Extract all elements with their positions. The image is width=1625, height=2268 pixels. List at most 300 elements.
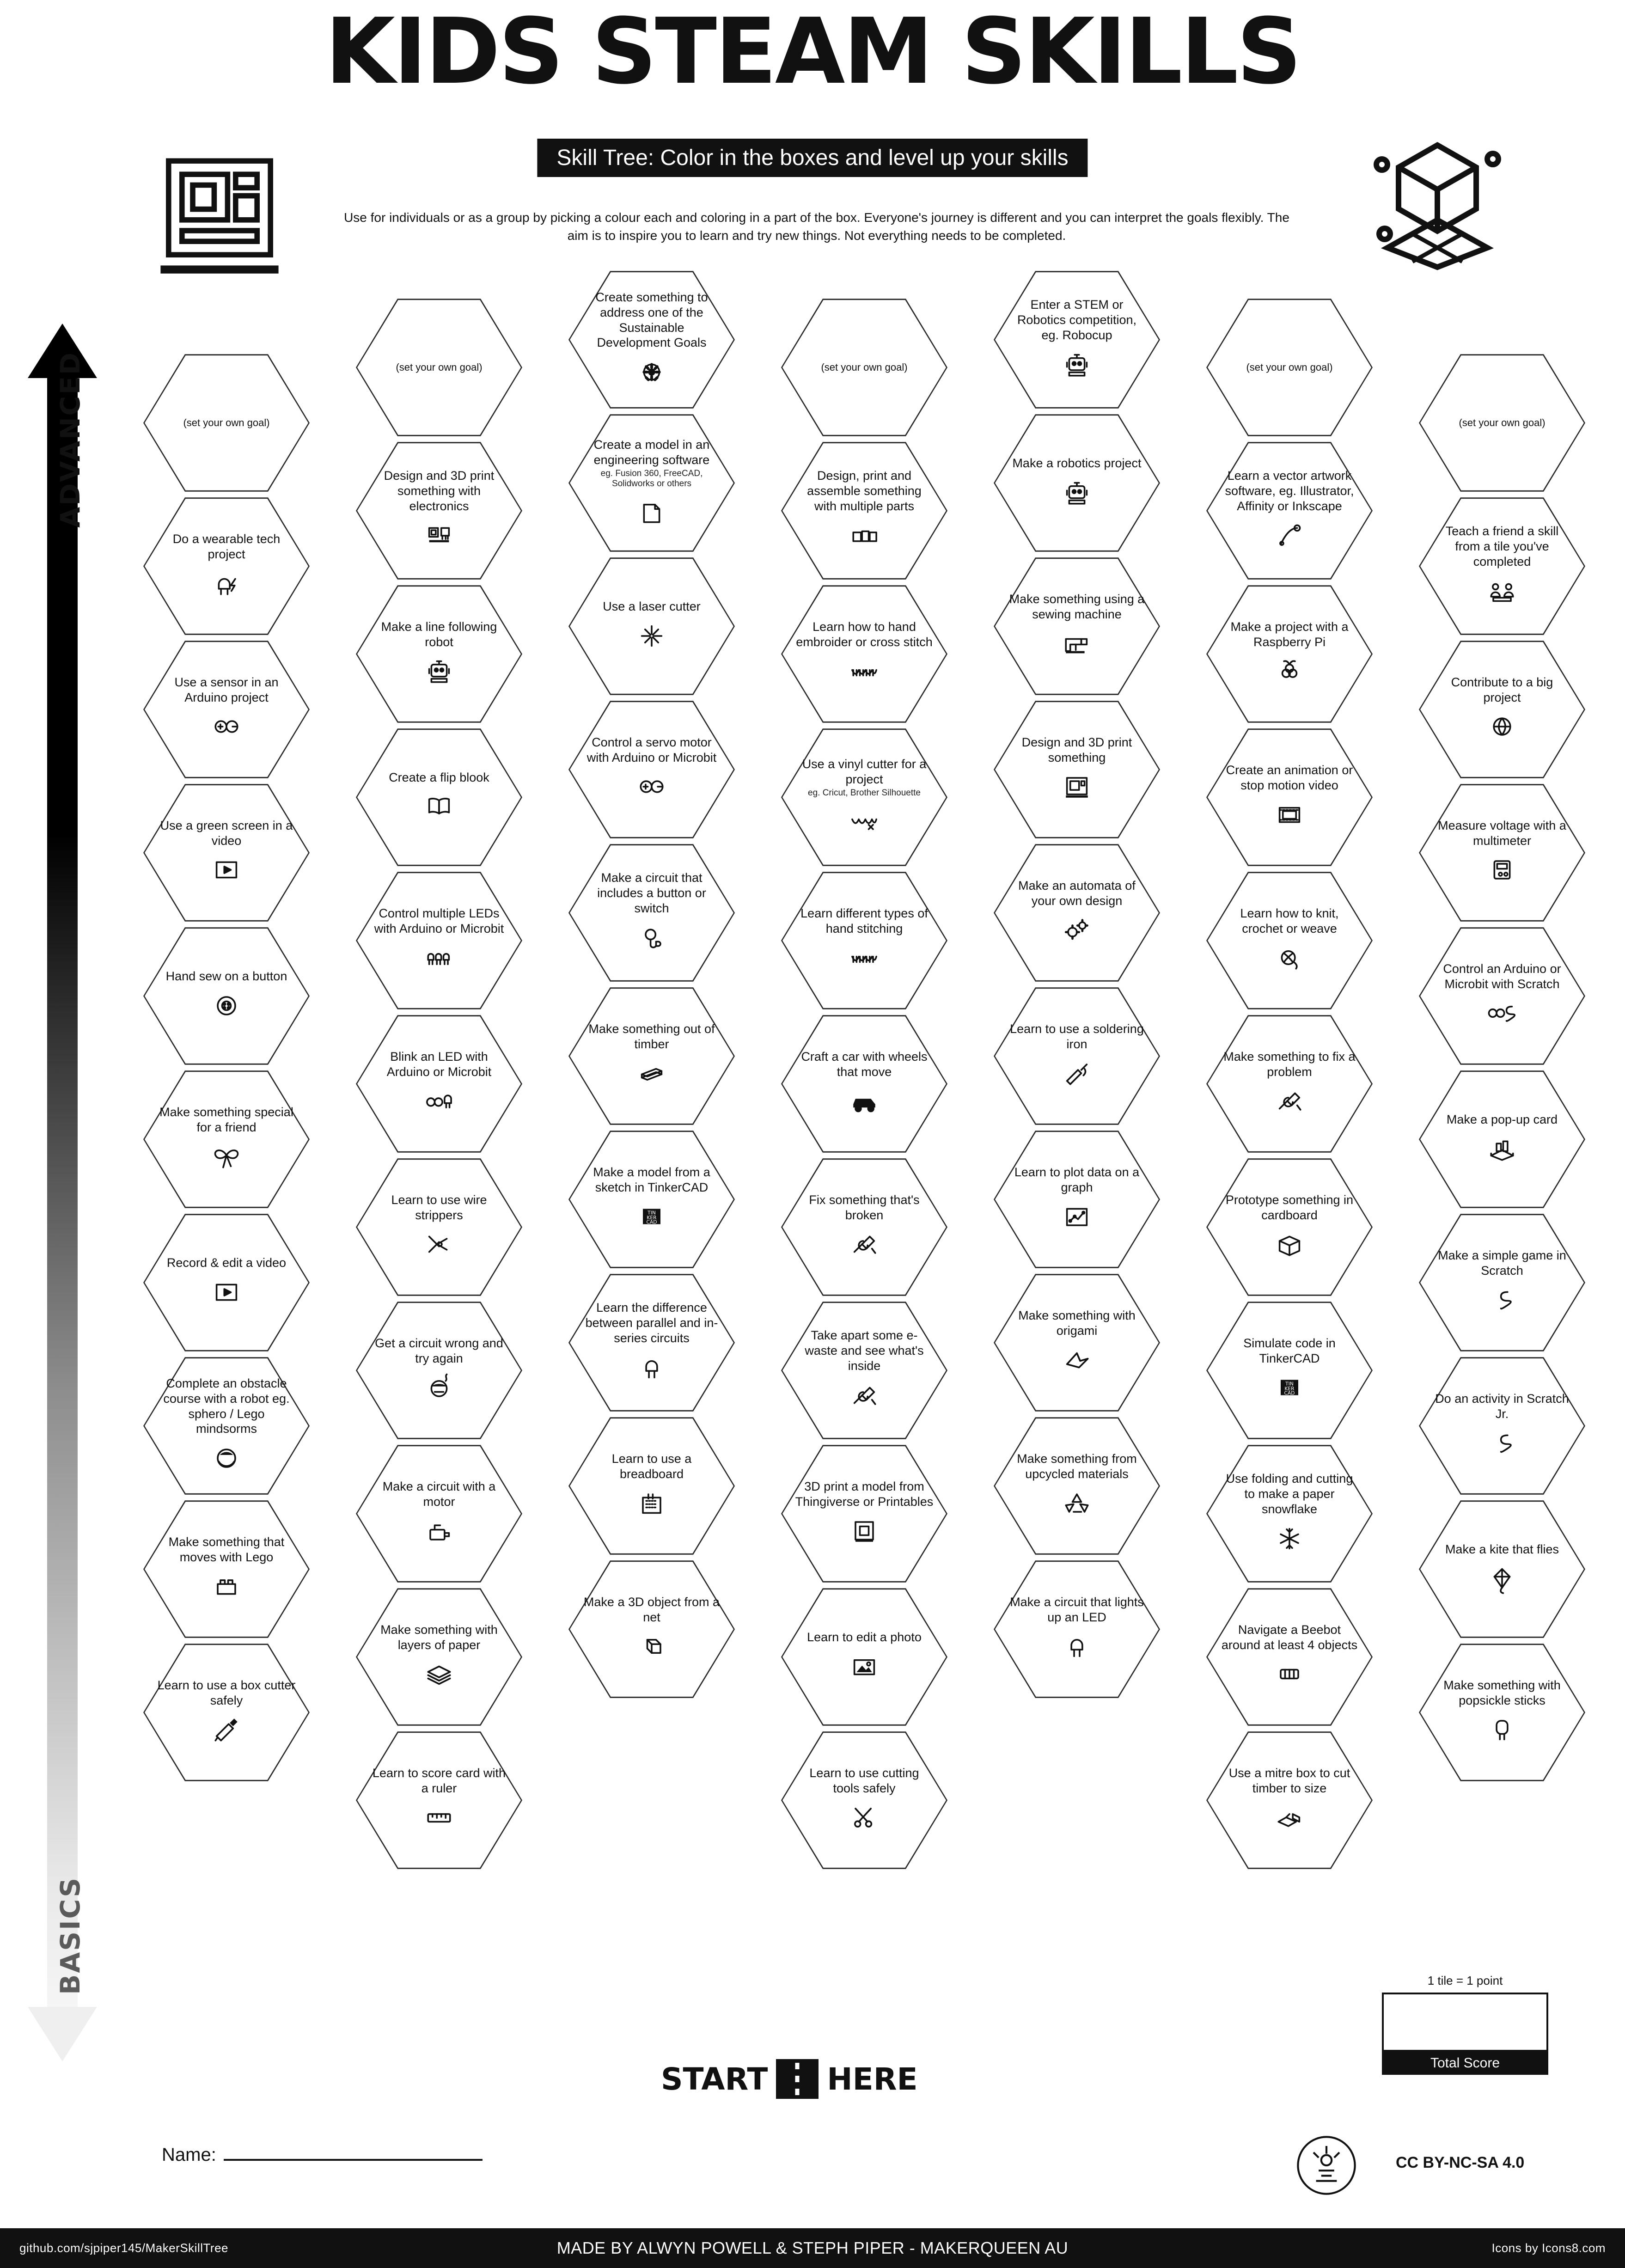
- skill-tile[interactable]: [143, 781, 310, 924]
- start-here-marker: [661, 2059, 918, 2099]
- skill-tile-label: Make something with popsickle sticks: [1443, 1678, 1561, 1707]
- recycle-icon: [1008, 1486, 1146, 1521]
- skill-tile[interactable]: [1206, 296, 1373, 439]
- score-panel: [1382, 1974, 1548, 2075]
- skill-tile-content: [1433, 1542, 1571, 1596]
- skill-tile-content: [370, 770, 508, 825]
- skill-tile-label: Make a line following robot: [381, 619, 497, 649]
- animation-icon: [1220, 797, 1359, 832]
- skill-tile[interactable]: [356, 439, 522, 582]
- skill-tile[interactable]: [781, 1729, 947, 1872]
- tinkercad-icon: [582, 1199, 721, 1234]
- sphero-robot-icon: [157, 1441, 296, 1476]
- skill-tile-label: Make a circuit with a motor: [382, 1479, 496, 1509]
- skill-tile-content: [1220, 361, 1359, 373]
- skill-tile-content: [370, 619, 508, 689]
- skill-tile-content: [157, 1105, 296, 1174]
- multimeter-icon: [1433, 852, 1571, 887]
- skill-tile[interactable]: [143, 638, 310, 781]
- score-total-label: Total Score: [1382, 2052, 1548, 2075]
- skill-tile-sublabel: eg. Fusion 360, FreeCAD, Solidworks or others: [600, 468, 703, 489]
- skill-tile[interactable]: [143, 1354, 310, 1498]
- skill-tile-content: [370, 1336, 508, 1406]
- skill-tile-label: Make a circuit that includes a button or switch: [597, 871, 706, 915]
- skill-tile[interactable]: [781, 582, 947, 726]
- lego-brick-icon: [157, 1569, 296, 1604]
- skill-tile-content: [370, 361, 508, 373]
- skill-tile[interactable]: [568, 1128, 735, 1271]
- skill-tile-content: [795, 1766, 934, 1835]
- skill-tile-content: [370, 1766, 508, 1835]
- skill-tile-content: [157, 1255, 296, 1310]
- cube-grid-icon: [1368, 134, 1507, 273]
- vinyl-cutter-icon: [795, 803, 934, 838]
- skill-tile[interactable]: [781, 1155, 947, 1299]
- skill-tile[interactable]: [356, 296, 522, 439]
- skill-tile-label: Make something from upcycled materials: [1017, 1451, 1137, 1481]
- license-text: CC BY-NC-SA 4.0: [1396, 2154, 1525, 2171]
- sewing-machine-icon: [1008, 626, 1146, 661]
- arduino-icon: [157, 709, 296, 744]
- skill-tile[interactable]: [994, 841, 1160, 984]
- skill-tile[interactable]: [143, 495, 310, 638]
- skill-tile-label: Learn to use a breadboard: [611, 1451, 692, 1481]
- robot-icon: [370, 654, 508, 689]
- 3d-printer-icon: [1008, 769, 1146, 804]
- multi-parts-icon: [795, 518, 934, 553]
- skill-tile[interactable]: [1206, 1299, 1373, 1442]
- skill-tile[interactable]: [356, 1442, 522, 1585]
- skill-tile-label: Fix something that's broken: [809, 1192, 920, 1222]
- set-own-goal-label: (set your own goal): [183, 417, 270, 428]
- skill-tile-label: Create a model in an engineering software: [593, 437, 710, 467]
- name-field[interactable]: [162, 2145, 483, 2165]
- skill-tile[interactable]: [356, 1585, 522, 1729]
- skill-tile-label: Make something to fix a problem: [1223, 1049, 1356, 1079]
- skill-tile-content: [1008, 456, 1146, 510]
- skill-tile-content: [1433, 818, 1571, 888]
- skill-tile-content: [157, 532, 296, 601]
- skill-tile-content: [1008, 1308, 1146, 1378]
- skill-tile[interactable]: [143, 1641, 310, 1784]
- skill-tile[interactable]: [356, 582, 522, 726]
- arduino-icon: [582, 769, 721, 804]
- popsicle-icon: [1433, 1712, 1571, 1747]
- skill-tile[interactable]: [356, 726, 522, 869]
- photo-icon: [795, 1649, 934, 1684]
- skill-tile[interactable]: [781, 726, 947, 869]
- pen-tool-icon: [1220, 518, 1359, 553]
- score-input-box[interactable]: [1382, 1993, 1548, 2052]
- skill-tile-label: Design and 3D print something: [1021, 735, 1132, 764]
- creative-commons-icon: [1294, 2133, 1359, 2198]
- skill-tile-content: [1008, 878, 1146, 948]
- skill-tile-content: [795, 468, 934, 553]
- axis-label-advanced: ADVANCED: [55, 351, 86, 528]
- skill-tile-label: Control an Arduino or Microbit with Scratch: [1443, 961, 1561, 991]
- scissors-icon: [795, 1800, 934, 1835]
- skill-tile-label: Create a flip blook: [389, 770, 489, 785]
- skill-tile[interactable]: [143, 924, 310, 1068]
- skill-tile[interactable]: [994, 1271, 1160, 1414]
- skill-tile-content: [1008, 297, 1146, 382]
- skill-tile-content: [582, 599, 721, 654]
- laser-icon: [582, 618, 721, 654]
- robot-icon: [1008, 347, 1146, 382]
- mitre-box-icon: [1220, 1800, 1359, 1835]
- smoke-face-icon: [370, 1370, 508, 1405]
- skill-tile-label: Make a kite that flies: [1445, 1542, 1559, 1557]
- skill-tile-label: Learn how to knit, crochet or weave: [1240, 906, 1339, 935]
- skill-tile-label: Enter a STEM or Robotics competition, eg. Robocup: [1017, 298, 1137, 342]
- book-icon: [370, 789, 508, 825]
- globe-icon: [1433, 709, 1571, 744]
- skill-tile[interactable]: [1206, 582, 1373, 726]
- skill-tile[interactable]: [781, 869, 947, 1012]
- skill-tile-label: Learn a vector artwork software, eg. Illustrator, Affinity or Inkscape: [1225, 469, 1354, 513]
- skill-tile[interactable]: [568, 984, 735, 1128]
- skill-tile-content: [1433, 1112, 1571, 1167]
- skill-tile[interactable]: [781, 1299, 947, 1442]
- skill-tile-content: [795, 361, 934, 373]
- skill-tile-label: Create something to address one of the Sustainable Development Goals: [595, 290, 708, 350]
- skill-tile-content: [795, 1328, 934, 1413]
- skill-tile-label: Learn to edit a photo: [807, 1630, 922, 1644]
- car-icon: [795, 1083, 934, 1119]
- skill-tile[interactable]: [568, 555, 735, 698]
- skill-tile-content: [370, 1192, 508, 1262]
- skill-tile[interactable]: [143, 351, 310, 495]
- skill-tile-content: [370, 906, 508, 976]
- skill-tile-label: Contribute to a big project: [1451, 675, 1553, 704]
- press-button-icon: [582, 920, 721, 955]
- skill-tile-content: [1008, 1595, 1146, 1664]
- skill-tile-content: [157, 818, 296, 888]
- skill-tile[interactable]: [1206, 726, 1373, 869]
- skill-tile-label: Complete an obstacle course with a robot eg. sphero / Lego mindsorms: [163, 1376, 290, 1436]
- stitch-icon: [795, 654, 934, 689]
- skill-tile[interactable]: [1419, 1354, 1585, 1498]
- skill-tile-content: [1008, 735, 1146, 805]
- skill-tile[interactable]: [356, 1155, 522, 1299]
- skill-tile-content: [795, 906, 934, 976]
- skill-tile[interactable]: [994, 555, 1160, 698]
- skill-tile-content: [370, 1049, 508, 1119]
- skill-tile-content: [582, 1451, 721, 1521]
- skill-tile-content: [1220, 1471, 1359, 1556]
- skill-tile-label: Use a mitre box to cut timber to size: [1228, 1766, 1350, 1795]
- skill-tile[interactable]: [1206, 1442, 1373, 1585]
- skill-tile-content: [582, 735, 721, 805]
- kite-icon: [1433, 1561, 1571, 1596]
- skill-tile-label: Hand sew on a button: [165, 969, 287, 984]
- skill-tile-content: [1220, 1766, 1359, 1835]
- svg-text:KER: KER: [647, 1215, 657, 1221]
- skill-tile[interactable]: [1206, 1012, 1373, 1155]
- gears-icon: [1008, 912, 1146, 948]
- skill-tile-label: Learn to use wire strippers: [391, 1192, 487, 1222]
- cube-net-icon: [582, 1629, 721, 1664]
- skill-tile[interactable]: [994, 984, 1160, 1128]
- set-own-goal-label: (set your own goal): [1246, 361, 1333, 373]
- skill-tile-content: [1433, 417, 1571, 429]
- skill-tile-content: [582, 870, 721, 955]
- skill-tile-label: Teach a friend a skill from a tile you've completed: [1445, 524, 1559, 569]
- skill-tile-content: [157, 675, 296, 745]
- skill-tile[interactable]: [781, 439, 947, 582]
- skill-tile-label: Control multiple LEDs with Arduino or Microbit: [374, 906, 504, 935]
- skill-tile[interactable]: [143, 1211, 310, 1354]
- line-chart-icon: [1008, 1199, 1146, 1234]
- skill-tile[interactable]: [1419, 1068, 1585, 1211]
- skill-tile-label: Use folding and cutting to make a paper snowflake: [1226, 1472, 1353, 1516]
- gift-bow-icon: [157, 1139, 296, 1174]
- skill-tile[interactable]: [568, 841, 735, 984]
- skill-tile[interactable]: [1419, 924, 1585, 1068]
- yarn-icon: [1220, 940, 1359, 975]
- timber-icon: [582, 1056, 721, 1091]
- start-label: START: [661, 2061, 768, 2097]
- skill-tile[interactable]: [781, 296, 947, 439]
- skill-tile-content: [1220, 906, 1359, 976]
- skill-tile-content: [1433, 1248, 1571, 1318]
- skill-tile-content: [1220, 763, 1359, 832]
- skill-tile-content: [795, 757, 934, 838]
- arrow-head-down-icon: [28, 2007, 97, 2061]
- skill-tile-label: Get a circuit wrong and try again: [375, 1336, 503, 1365]
- skill-tile-label: Design and 3D print something with electronics: [384, 469, 495, 513]
- subtitle-banner: Skill Tree: Color in the boxes and level up your skills: [537, 139, 1087, 177]
- skill-tile-content: [1008, 1021, 1146, 1091]
- skill-tile-label: Make something with layers of paper: [380, 1622, 498, 1652]
- skill-tile-label: Make something special for a friend: [159, 1105, 293, 1134]
- skill-tile-label: Make a pop-up card: [1446, 1113, 1558, 1127]
- footer-bar: [0, 2228, 1625, 2268]
- skill-tile[interactable]: [1206, 1729, 1373, 1872]
- tools-icon: [1220, 1083, 1359, 1119]
- skill-tile-content: [582, 1021, 721, 1091]
- skill-tile-content: [370, 1622, 508, 1692]
- cad-model-icon: [582, 494, 721, 529]
- skill-tile-label: Make a simple game in Scratch: [1438, 1248, 1566, 1278]
- skill-tile-label: Design, print and assemble something with multiple parts: [807, 469, 922, 513]
- skill-tile[interactable]: [356, 1729, 522, 1872]
- soldering-iron-icon: [1008, 1056, 1146, 1091]
- skill-tile-label: Make something that moves with Lego: [168, 1534, 285, 1564]
- skill-tile-label: Learn to score card with a ruler: [372, 1766, 506, 1795]
- intro-text: Use for individuals or as a group by picking a colour each and coloring in a part of the box. Everyone's journey is different and you can interpret the goals flexibly. The aim is to inspire you to learn and try new things. Not everything needs to be completed.: [344, 210, 1289, 243]
- scratch-icon: [1433, 1425, 1571, 1461]
- tools-icon: [795, 1378, 934, 1413]
- footer-icons-credit[interactable]: Icons by Icons8.com: [1491, 2241, 1606, 2255]
- footer-github-link[interactable]: github.com/sjpiper145/MakerSkillTree: [19, 2241, 229, 2255]
- set-own-goal-label: (set your own goal): [821, 361, 908, 373]
- skill-tile-label: Measure voltage with a multimeter: [1438, 818, 1566, 848]
- ruler-icon: [370, 1800, 508, 1835]
- skill-tile-label: Do a wearable tech project: [172, 532, 281, 561]
- led-bolt-icon: [157, 566, 296, 601]
- skill-tile-label: Make something using a sewing machine: [1009, 592, 1145, 621]
- skill-tile[interactable]: [994, 1128, 1160, 1271]
- skill-tile-content: [157, 1534, 296, 1604]
- skill-tile[interactable]: [568, 698, 735, 841]
- skill-tile-content: [1008, 1451, 1146, 1521]
- skill-tile-content: [582, 1300, 721, 1385]
- motor-icon: [370, 1513, 508, 1548]
- set-own-goal-label: (set your own goal): [1459, 417, 1546, 428]
- skill-tile-label: Make a robotics project: [1012, 456, 1142, 471]
- teaching-icon: [1433, 574, 1571, 609]
- skill-tile-content: [795, 1479, 934, 1549]
- skill-tile[interactable]: [143, 1068, 310, 1211]
- skill-tile-content: [1220, 1049, 1359, 1119]
- tinkercad-icon: [1220, 1370, 1359, 1405]
- skill-tile[interactable]: [781, 1442, 947, 1585]
- axis-label-basics: BASICS: [55, 1877, 86, 1995]
- skill-tile[interactable]: [1419, 1641, 1585, 1784]
- led-icon: [1008, 1629, 1146, 1664]
- skill-tile-label: Record & edit a video: [166, 1256, 287, 1270]
- skill-tile-label: 3D print a model from Thingiverse or Printables: [795, 1479, 934, 1509]
- set-own-goal-label: (set your own goal): [396, 361, 483, 373]
- skill-tile-label: Control a servo motor with Arduino or Microbit: [586, 735, 717, 764]
- skill-tile[interactable]: [568, 1271, 735, 1414]
- skill-tile-content: [1433, 1678, 1571, 1748]
- skill-tile-label: Simulate code in TinkerCAD: [1243, 1336, 1336, 1365]
- snowflake-icon: [1220, 1521, 1359, 1556]
- skill-tile[interactable]: [1419, 781, 1585, 924]
- skill-tile-label: Prototype something in cardboard: [1225, 1192, 1354, 1222]
- skill-tile-label: Make a 3D object from a net: [583, 1595, 720, 1624]
- skill-tile[interactable]: [1419, 1211, 1585, 1354]
- skill-tile[interactable]: [781, 1012, 947, 1155]
- skill-tile-sublabel: eg. Cricut, Brother Silhouette: [808, 788, 921, 798]
- origami-icon: [1008, 1342, 1146, 1377]
- svg-text:KER: KER: [1284, 1386, 1295, 1392]
- skill-tile-content: [795, 1630, 934, 1684]
- arrow-gradient: [47, 374, 78, 2011]
- skill-tile[interactable]: [1206, 869, 1373, 1012]
- skill-tile-content: [1433, 1391, 1571, 1461]
- skill-tile[interactable]: [568, 268, 735, 411]
- skill-tile[interactable]: [994, 268, 1160, 411]
- scratch-icon: [1433, 1282, 1571, 1317]
- skill-tile-label: Learn to use a box cutter safely: [157, 1678, 296, 1707]
- skill-tile-content: [1433, 961, 1571, 1031]
- skill-tile-label: Make a project with a Raspberry Pi: [1230, 619, 1349, 649]
- skill-tile[interactable]: [994, 698, 1160, 841]
- stitch-icon: [795, 940, 934, 975]
- skill-tile-content: [1008, 1165, 1146, 1235]
- beebot-icon: [1220, 1657, 1359, 1692]
- skill-tile-label: Blink an LED with Arduino or Microbit: [386, 1049, 492, 1079]
- paper-layers-icon: [370, 1657, 508, 1692]
- skill-tile-content: [370, 1479, 508, 1549]
- popup-card-icon: [1433, 1131, 1571, 1167]
- skill-tile-content: [582, 437, 721, 529]
- skill-tile-content: [157, 1678, 296, 1748]
- skill-tile[interactable]: [994, 1558, 1160, 1701]
- wire-strippers-icon: [370, 1227, 508, 1262]
- print-model-icon: [795, 1513, 934, 1548]
- sdg-wheel-icon: [582, 355, 721, 390]
- tools-icon: [795, 1227, 934, 1262]
- skill-tile-content: [157, 417, 296, 429]
- skill-tile-label: Make a circuit that lights up an LED: [1010, 1595, 1144, 1624]
- skill-tile-label: Make an automata of your own design: [1018, 878, 1136, 908]
- skill-tile-content: [1008, 592, 1146, 661]
- skill-tile[interactable]: [994, 411, 1160, 555]
- skill-tile-label: Navigate a Beebot around at least 4 objects: [1221, 1622, 1358, 1652]
- skill-tile-label: Take apart some e-waste and see what's inside: [805, 1328, 924, 1373]
- footer-credit: MADE BY ALWYN POWELL & STEPH PIPER - MAKERQUEEN AU: [556, 2238, 1069, 2257]
- 3d-printer-icon: [153, 148, 287, 287]
- skill-tile-label: Learn to use a soldering iron: [1010, 1021, 1144, 1051]
- video-play-icon: [157, 852, 296, 887]
- skill-tile[interactable]: [356, 1012, 522, 1155]
- skill-tile[interactable]: [356, 1299, 522, 1442]
- skill-tile-content: [1220, 1336, 1359, 1406]
- skill-tile[interactable]: [1419, 1498, 1585, 1641]
- skill-tile-label: Create an animation or stop motion video: [1226, 763, 1353, 792]
- skill-tile[interactable]: [568, 1558, 735, 1701]
- breadboard-icon: [582, 1486, 721, 1521]
- raspberry-pi-icon: [1220, 654, 1359, 689]
- skill-tile[interactable]: [1206, 439, 1373, 582]
- skill-tile[interactable]: [781, 1585, 947, 1729]
- skill-tile[interactable]: [568, 411, 735, 555]
- video-play-icon: [157, 1275, 296, 1310]
- progression-arrow: [28, 324, 97, 2061]
- skill-tile-label: Use a green screen in a video: [160, 818, 293, 848]
- skill-tile-content: [1220, 619, 1359, 689]
- skill-tile[interactable]: [1419, 495, 1585, 638]
- skill-tile-label: Use a laser cutter: [603, 599, 701, 614]
- here-label: HERE: [827, 2061, 918, 2097]
- button-icon: [157, 988, 296, 1023]
- skill-tile[interactable]: [1419, 638, 1585, 781]
- svg-text:CAD: CAD: [1284, 1390, 1295, 1396]
- skill-tile-label: Learn the difference between parallel and in-series circuits: [585, 1301, 718, 1345]
- skill-tile-label: Use a sensor in an Arduino project: [174, 675, 279, 704]
- skill-tile-content: [1433, 675, 1571, 745]
- skill-tile-label: Learn different types of hand stitching: [800, 906, 928, 935]
- skill-tile-content: [795, 1049, 934, 1119]
- skill-tile-label: Make a model from a sketch in TinkerCAD: [593, 1165, 710, 1194]
- skill-tile-content: [582, 1165, 721, 1235]
- skill-tile-content: [157, 1376, 296, 1476]
- skill-tile-content: [1220, 1192, 1359, 1262]
- skill-tile-label: Make something with origami: [1018, 1308, 1136, 1338]
- skill-tile[interactable]: [1419, 351, 1585, 495]
- skill-tile-label: Learn how to hand embroider or cross stitch: [796, 619, 933, 649]
- skill-tile[interactable]: [994, 1414, 1160, 1558]
- skill-tile-content: [370, 468, 508, 553]
- svg-text:TIN: TIN: [1285, 1381, 1294, 1387]
- svg-text:CAD: CAD: [646, 1219, 657, 1225]
- skill-tile-content: [157, 969, 296, 1023]
- skill-tile[interactable]: [143, 1498, 310, 1641]
- skill-tile[interactable]: [568, 1414, 735, 1558]
- skill-tile[interactable]: [1206, 1585, 1373, 1729]
- cardboard-box-icon: [1220, 1227, 1359, 1262]
- skill-tile-content: [1220, 468, 1359, 553]
- arduino-scratch-icon: [1433, 996, 1571, 1031]
- name-label: Name:: [162, 2145, 216, 2165]
- skill-tile[interactable]: [1206, 1155, 1373, 1299]
- skill-tile-content: [795, 1192, 934, 1262]
- skill-tile[interactable]: [356, 869, 522, 1012]
